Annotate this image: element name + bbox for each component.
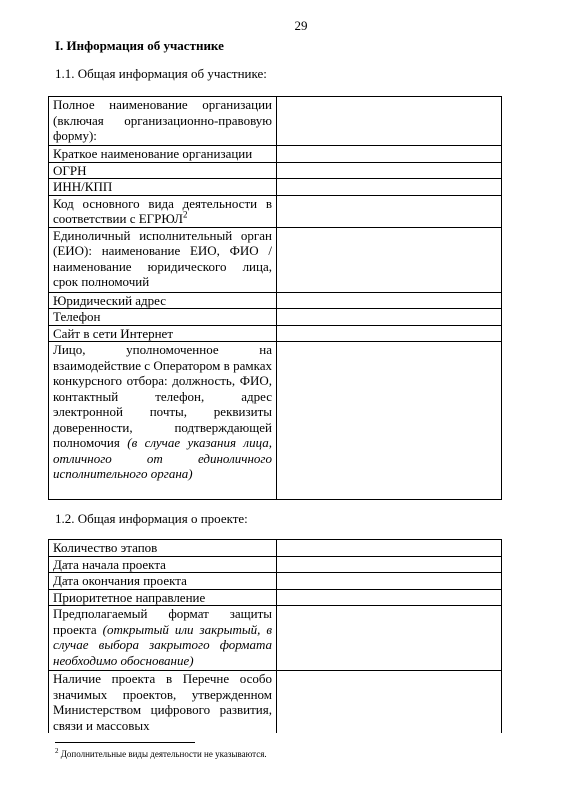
value-cell-executive-body[interactable]	[277, 227, 502, 292]
row-label: Дата окончания проекта	[49, 573, 277, 590]
value-cell-short-name[interactable]	[277, 146, 502, 163]
table-row	[49, 309, 502, 326]
okved-label-text: Код основного вида деятельности в соответствии с ЕГРЮЛ	[53, 195, 272, 226]
table-row	[49, 179, 502, 196]
footnote-number: 2	[55, 747, 59, 755]
value-cell-website[interactable]	[277, 325, 502, 342]
value-cell-stages-count[interactable]	[277, 540, 502, 557]
table-row	[49, 589, 502, 606]
value-cell-full-name[interactable]	[277, 97, 502, 146]
table-row	[49, 342, 502, 500]
footnote	[55, 749, 267, 759]
table-row	[49, 556, 502, 573]
row-label: Краткое наименование организации	[49, 146, 277, 163]
row-label	[49, 606, 277, 671]
table-row	[49, 606, 502, 671]
table-row	[49, 162, 502, 179]
row-label: Юридический адрес	[49, 292, 277, 309]
section-title: I. Информация об участнике	[55, 38, 224, 53]
value-cell-legal-address[interactable]	[277, 292, 502, 309]
row-label: Приоритетное направление	[49, 589, 277, 606]
row-label: Наличие проекта в Перечне особо значимых проектов, утвержденном Министерством цифрового развития, связи и массовых	[49, 671, 277, 734]
defense-format-label-text: Предполагаемый формат защиты проекта	[53, 606, 272, 637]
contact-person-note: (в случае указания лица, отличного от единоличного исполнительного органа)	[53, 435, 272, 481]
row-label	[49, 342, 277, 500]
value-cell-defense-format[interactable]	[277, 606, 502, 671]
table-row	[49, 146, 502, 163]
table-row	[49, 195, 502, 227]
value-cell-activity-code[interactable]	[277, 195, 502, 227]
table-row	[49, 540, 502, 557]
value-cell-contact-person[interactable]	[277, 342, 502, 500]
project-info-table	[48, 539, 502, 733]
row-label: Телефон	[49, 309, 277, 326]
participant-info-table	[48, 96, 502, 500]
footnote-text: Дополнительные виды деятельности не указываются.	[60, 749, 267, 759]
row-label: Сайт в сети Интернет	[49, 325, 277, 342]
table-row	[49, 325, 502, 342]
value-cell-inn-kpp[interactable]	[277, 179, 502, 196]
footnote-mark: 2	[182, 209, 188, 220]
defense-format-note: (открытый или закрытый, в случае выбора закрытого формата необходимо обоснование)	[53, 621, 272, 668]
value-cell-priority-list[interactable]	[277, 671, 502, 734]
row-label: ИНН/КПП	[49, 179, 277, 196]
row-label: Единоличный исполнительный орган (ЕИО): наименование ЕИО, ФИО / наименование юридического лица, срок полномочий	[49, 227, 277, 292]
table-row	[49, 573, 502, 590]
contact-person-label-text: Лицо, уполномоченное на взаимодействие с Оператором в рамках конкурсного отбора: должность, ФИО, контактный телефон, адрес электронной почты, реквизиты доверенности, подтверждающей полномочия	[53, 342, 272, 450]
row-label: ОГРН	[49, 162, 277, 179]
row-label: Полное наименование организации (включая организационно-правовую форму):	[49, 97, 277, 146]
table-row	[49, 292, 502, 309]
value-cell-end-date[interactable]	[277, 573, 502, 590]
value-cell-phone[interactable]	[277, 309, 502, 326]
table-row	[49, 227, 502, 292]
page-number: 29	[294, 18, 308, 33]
row-label: Количество этапов	[49, 540, 277, 557]
value-cell-start-date[interactable]	[277, 556, 502, 573]
footnote-separator	[55, 742, 195, 743]
row-label: Дата начала проекта	[49, 556, 277, 573]
row-label	[49, 195, 277, 227]
subsection-title-participant: 1.1. Общая информация об участнике:	[55, 66, 267, 81]
value-cell-ogrn[interactable]	[277, 162, 502, 179]
subsection-title-project: 1.2. Общая информация о проекте:	[55, 511, 248, 526]
table-row	[49, 671, 502, 734]
value-cell-priority-area[interactable]	[277, 589, 502, 606]
table-row	[49, 97, 502, 146]
